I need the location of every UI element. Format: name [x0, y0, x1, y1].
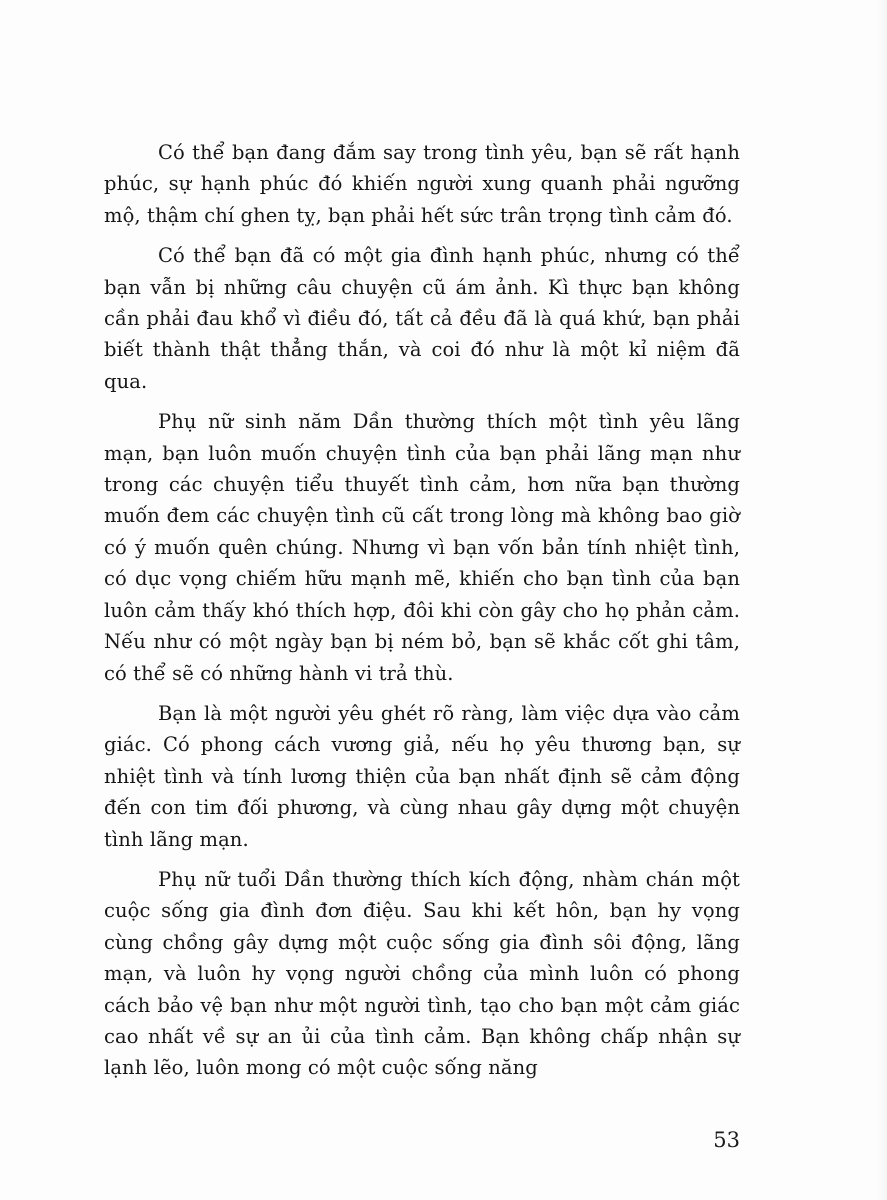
paragraph-2: Có thể bạn đã có một gia đình hạnh phúc, nhưng có thể bạn vẫn bị những câu chuyện cũ ám ảnh. Kì thực bạn không cần phải đau khổ vì điều đó, tất cả đều đã là quá khứ, bạn phải biết thành thật thẳng thắn, và coi đó như là một kỉ niệm đã qua. [104, 244, 740, 393]
paragraph-1: Có thể bạn đang đắm say trong tình yêu, bạn sẽ rất hạnh phúc, sự hạnh phúc đó khiến người xung quanh phải ngưỡng mộ, thậm chí ghen tỵ, bạn phải hết sức trân trọng tình cảm đó. [104, 141, 740, 227]
paragraph-4: Bạn là một người yêu ghét rõ ràng, làm việc dựa vào cảm giác. Có phong cách vương giả, nếu họ yêu thương bạn, sự nhiệt tình và tính lương thiện của bạn nhất định sẽ cảm động đến con tim đối phương, và cùng nhau gây dựng một chuyện tình lãng mạn. [104, 701, 740, 851]
body-text [104, 137, 740, 1093]
page-number: 53 [713, 1128, 740, 1152]
scan-edge-shade [875, 0, 887, 1200]
paragraph-5: Phụ nữ tuổi Dần thường thích kích động, nhàm chán một cuộc sống gia đình đơn điệu. Sau khi kết hôn, bạn hy vọng cùng chồng gây dựng một cuộc sống gia đình sôi động, lãng mạn, và luôn hy vọng người chồng của mình luôn có phong cách bảo vệ bạn như một người tình, tạo cho bạn một cảm giác cao nhất về sự an ủi của tình cảm. Bạn không chấp nhận sự lạnh lẽo, luôn mong có một cuộc sống năng [104, 867, 740, 1080]
paragraph-3: Phụ nữ sinh năm Dần thường thích một tình yêu lãng mạn, bạn luôn muốn chuyện tình của bạn phải lãng mạn như trong các chuyện tiểu thuyết tình cảm, hơn nữa bạn thường muốn đem các chuyện tình cũ cất trong lòng mà không bao giờ có ý muốn quên chúng. Nhưng vì bạn vốn bản tính nhiệt tình, có dục vọng chiếm hữu mạnh mẽ, khiến cho bạn tình của bạn luôn cảm thấy khó thích hợp, đôi khi còn gây cho họ phản cảm. Nếu như có một ngày bạn bị ném bỏ, bạn sẽ khắc cốt ghi tâm, có thể sẽ có những hành vi trả thù. [104, 410, 740, 685]
